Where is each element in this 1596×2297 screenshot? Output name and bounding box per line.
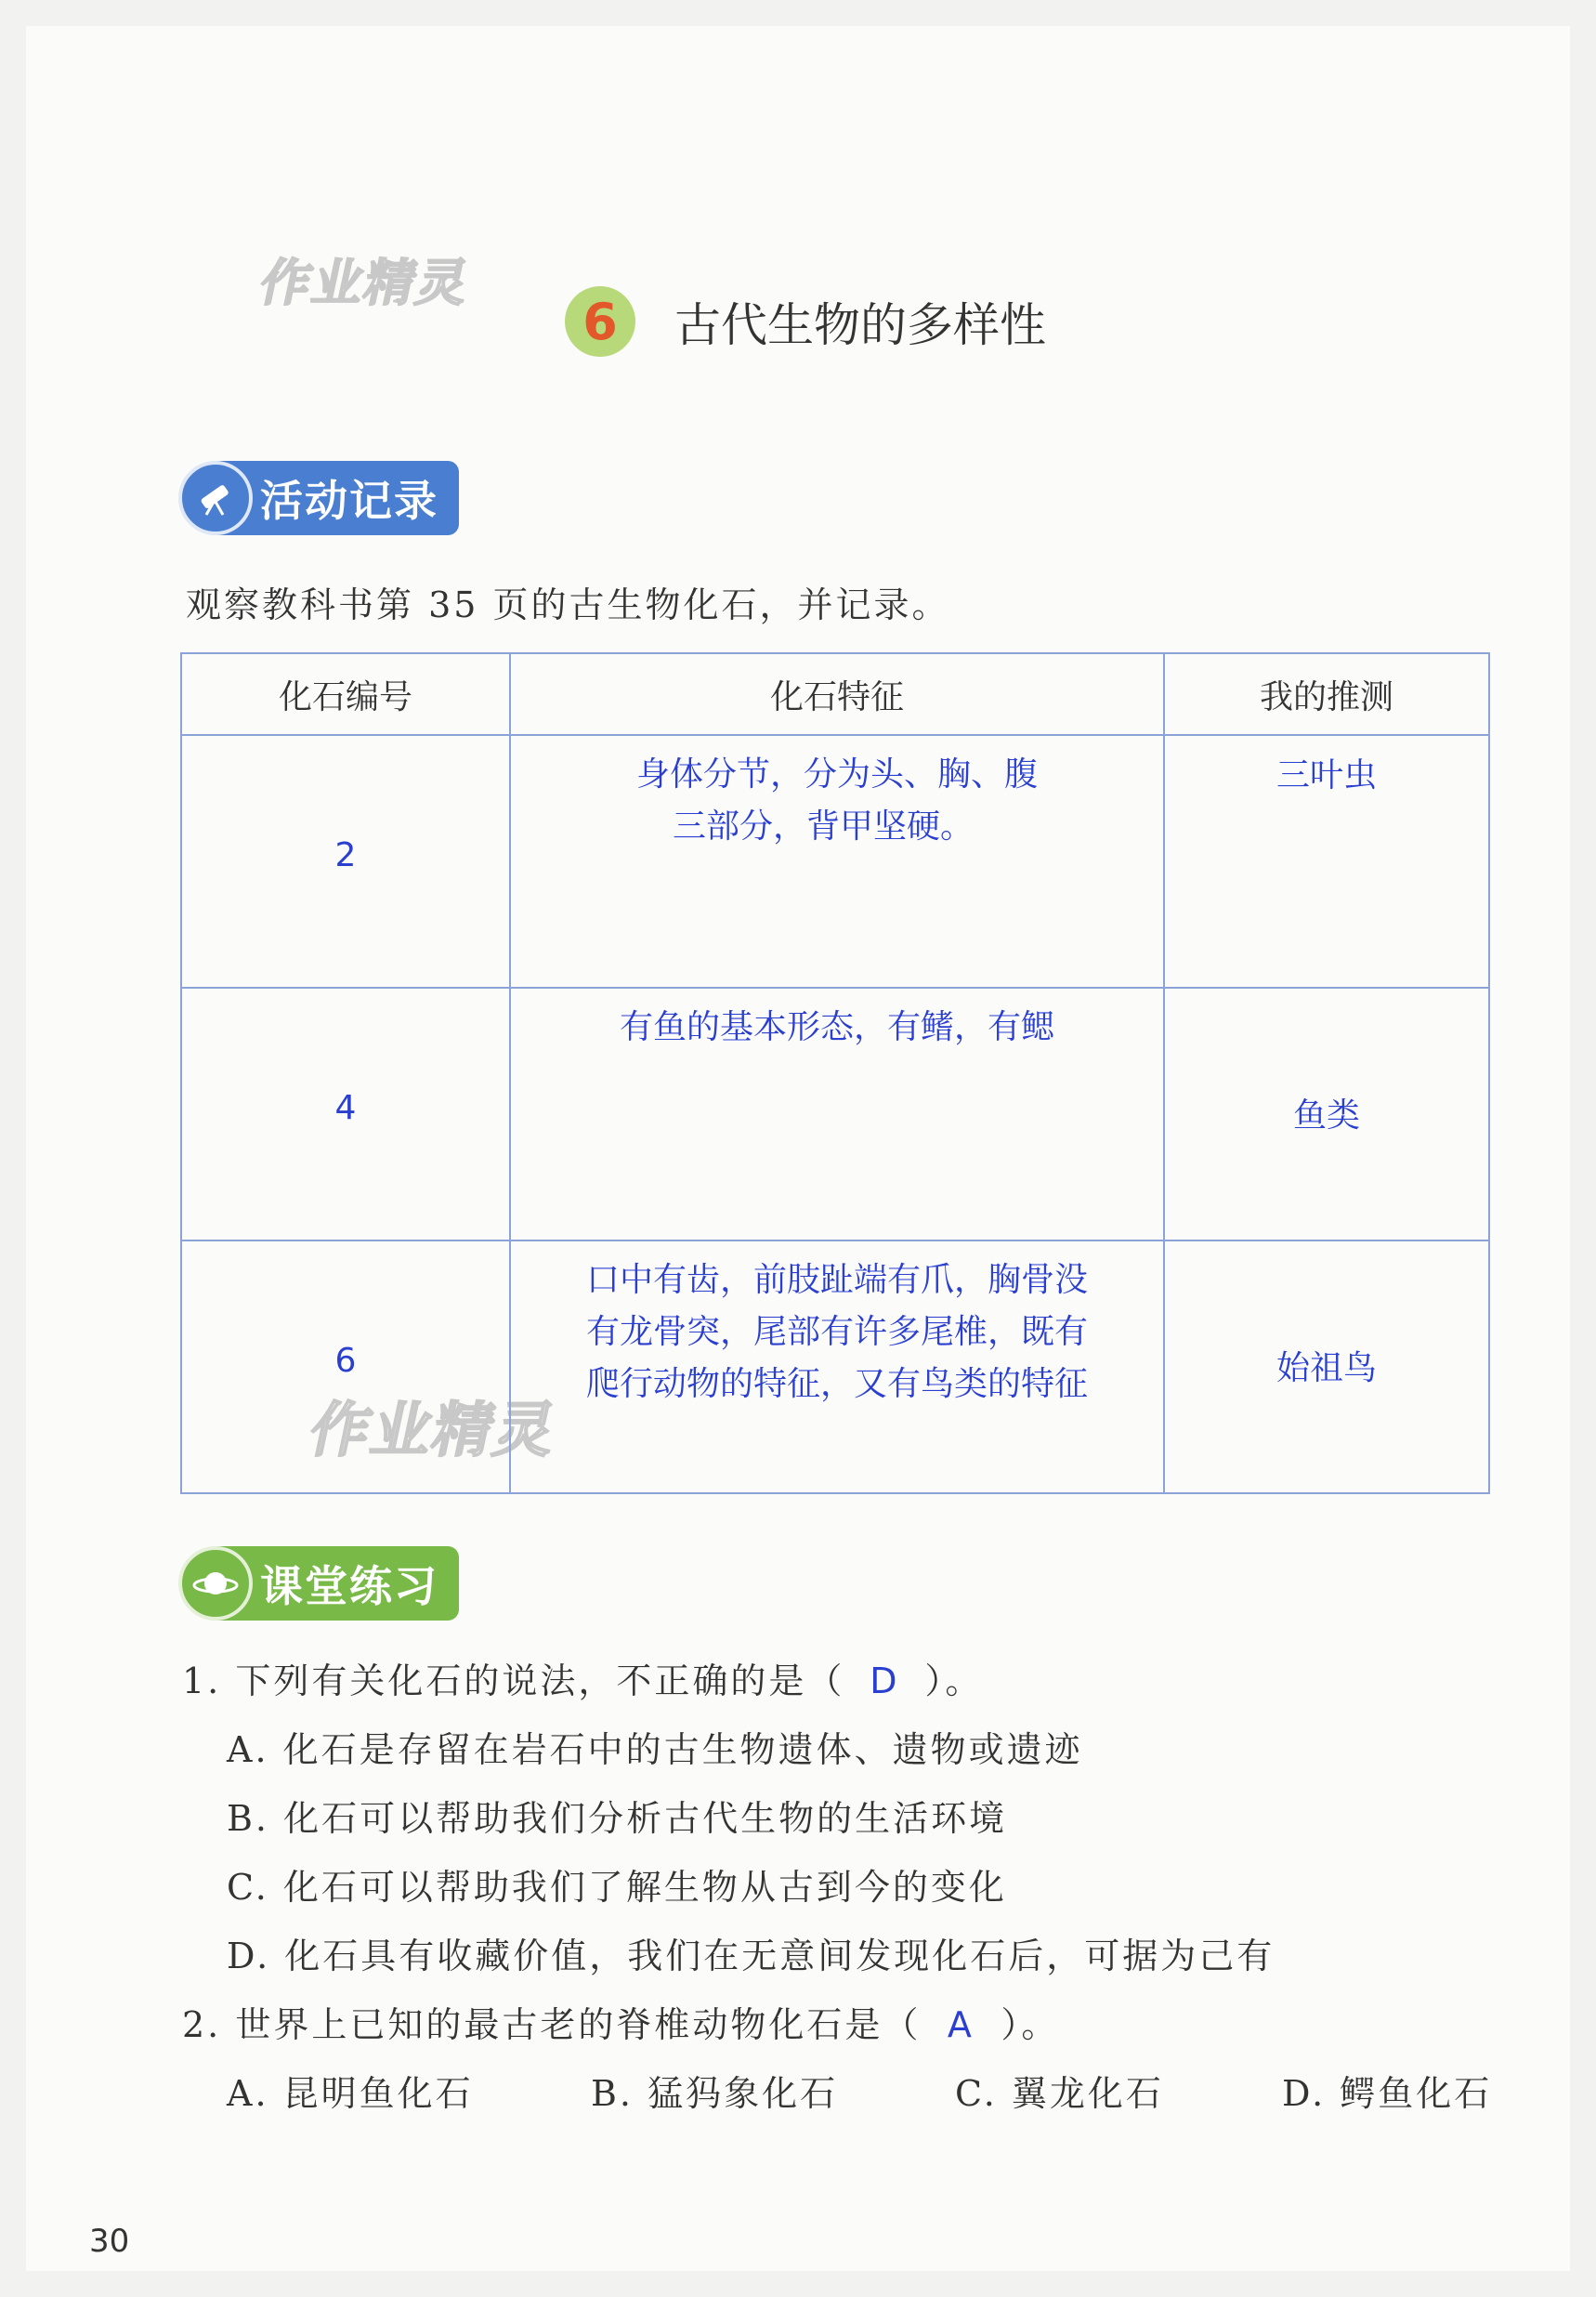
feature-line: 爬行动物的特征，又有鸟类的特征: [585, 1365, 1088, 1403]
fossil-id: 6: [334, 1342, 357, 1380]
question-2-answer: A: [947, 2004, 975, 2045]
question-2-option-b: B. 猛犸象化石: [591, 2073, 839, 2114]
feature-line: 身体分节，分为头、胸、腹: [635, 755, 1038, 794]
table-row: [181, 988, 1489, 1240]
question-1-answer: D: [870, 1660, 900, 1701]
table-row: [181, 735, 1489, 988]
classroom-practice-label: 课堂练习: [260, 1561, 438, 1611]
lesson-title: [565, 286, 1046, 357]
question-2-option-c: C. 翼龙化石: [955, 2073, 1164, 2114]
header-fossil-features: 化石特征: [510, 653, 1164, 735]
fossil-features: [511, 989, 1163, 1054]
fossil-id: 4: [334, 1089, 357, 1127]
question-2-option-a: A. 昆明鱼化石: [227, 2073, 474, 2114]
fossil-table: [180, 652, 1490, 1494]
question-1-option-b: B. 化石可以帮助我们分析古代生物的生活环境: [227, 1798, 1008, 1839]
watermark-middle: 作业精灵: [303, 1397, 564, 1465]
feature-line: 有龙骨突，尾部有许多尾椎，既有: [585, 1313, 1088, 1351]
question-1-option-c: C. 化石可以帮助我们了解生物从古到今的变化: [227, 1867, 1007, 1908]
table-row: [181, 1240, 1489, 1493]
question-2-option-d: D. 鳄鱼化石: [1282, 2073, 1493, 2114]
fossil-features: [511, 736, 1163, 853]
fossil-guess: 鱼类: [1292, 1096, 1360, 1135]
fossil-id: 2: [334, 836, 357, 874]
activity-record-label: 活动记录: [260, 476, 438, 526]
fossil-guess: 三叶虫: [1275, 756, 1377, 794]
page-number: 30: [89, 2223, 130, 2260]
planet-icon: [178, 1546, 253, 1621]
activity-record-badge: [180, 461, 459, 535]
question-1-stem: 1. 下列有关化石的说法，不正确的是（: [182, 1660, 845, 1701]
lesson-number: 6: [565, 286, 635, 357]
lesson-title-text: 古代生物的多样性: [674, 298, 1046, 352]
header-fossil-id: 化石编号: [181, 653, 510, 735]
fossil-features: [511, 1241, 1163, 1411]
question-2-stem: 2. 世界上已知的最古老的脊椎动物化石是（: [182, 2004, 922, 2045]
question-1-option-d: D. 化石具有收藏价值，我们在无意间发现化石后，可据为己有: [227, 1936, 1275, 1976]
question-1-option-a: A. 化石是存留在岩石中的古生物遗体、遗物或遗迹: [227, 1729, 1083, 1770]
header-my-guess: 我的推测: [1164, 653, 1489, 735]
activity-intro: 观察教科书第 35 页的古生物化石，并记录。: [186, 584, 950, 625]
table-header-row: [181, 653, 1489, 735]
feature-line: 口中有齿，前肢趾端有爪，胸骨没: [585, 1261, 1088, 1299]
feature-line: 三部分，背甲坚硬。: [672, 807, 974, 846]
question-1: 1. 下列有关化石的说法，不正确的是（ D ）。: [182, 1660, 984, 1701]
watermark-top: 作业精灵: [255, 254, 476, 312]
telescope-icon: [178, 461, 253, 535]
question-2: 2. 世界上已知的最古老的脊椎动物化石是（ A ）。: [182, 2004, 1060, 2045]
classroom-practice-badge: [180, 1546, 459, 1621]
fossil-guess: 始祖鸟: [1275, 1349, 1377, 1387]
feature-line: 有鱼的基本形态，有鳍，有鳃: [619, 1008, 1054, 1046]
